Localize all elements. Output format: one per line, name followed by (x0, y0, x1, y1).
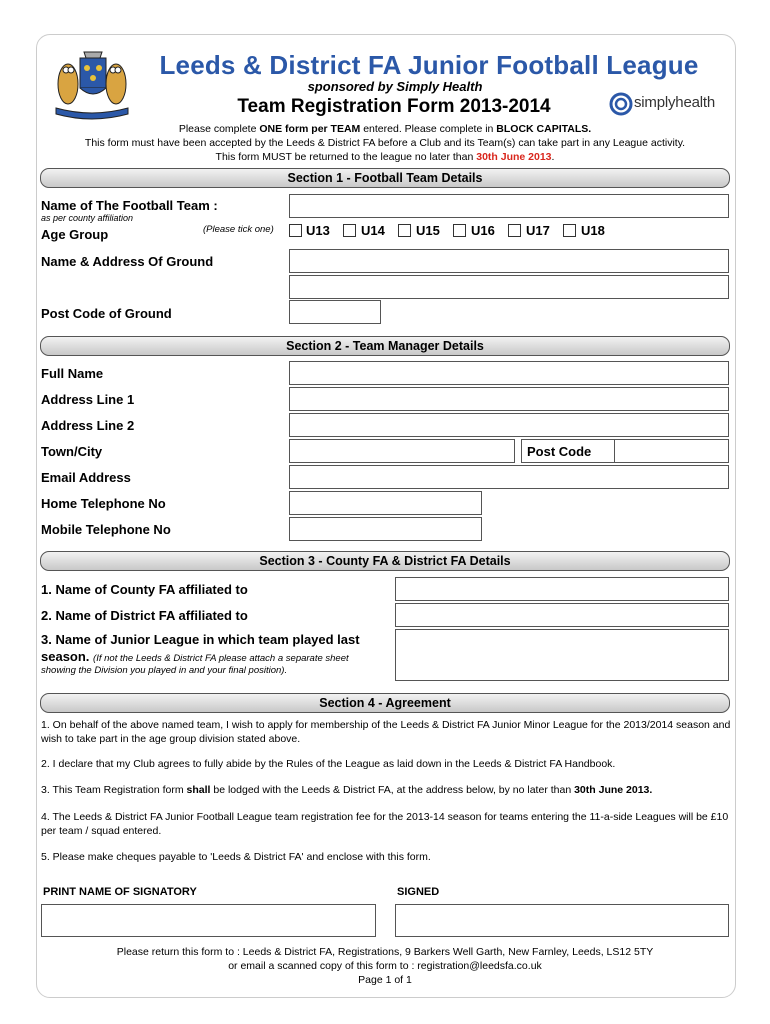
age-u17-label: U17 (526, 223, 550, 238)
district-fa-label: 2. Name of District FA affiliated to (41, 608, 248, 623)
town-label: Town/City (41, 444, 103, 459)
age-group-label: Age Group (41, 227, 109, 242)
age-u16-checkbox[interactable] (453, 224, 466, 237)
age-u13-checkbox[interactable] (289, 224, 302, 237)
home-tel-label: Home Telephone No (41, 496, 166, 511)
town-input[interactable] (289, 439, 515, 463)
ground-label: Name & Address Of Ground (41, 254, 214, 269)
simplyhealth-logo-icon (609, 92, 633, 116)
age-u15-checkbox[interactable] (398, 224, 411, 237)
full-name-input[interactable] (289, 361, 729, 385)
agreement-4: 4. The Leeds & District FA Junior Football League team registration fee for the 2013-14 season for teams entering the 11-a-side Leagues will be £10 per team / squad entered. (41, 811, 729, 837)
agreement-5: 5. Please make cheques payable to 'Leeds & District FA' and enclose with this form. (41, 851, 431, 863)
mobile-tel-input[interactable] (289, 517, 482, 541)
address-2-label: Address Line 2 (41, 418, 135, 433)
section-2-heading: Section 2 - Team Manager Details (40, 336, 730, 356)
instruction-line-3: This form MUST be returned to the league no later than 30th June 2013. (215, 151, 555, 163)
section-1-heading: Section 1 - Football Team Details (40, 168, 730, 188)
ground-postcode-input[interactable] (289, 300, 381, 324)
agreement-2: 2. I declare that my Club agrees to fully abide by the Rules of the League as laid down in the Leeds & District FA Handbook. (41, 758, 616, 770)
county-fa-input[interactable] (395, 577, 729, 601)
address-1-label: Address Line 1 (41, 392, 135, 407)
agreement-3: 3. This Team Registration form shall be lodged with the Leeds & District FA, at the address below, by no later than 30th June 2013. (41, 784, 653, 796)
age-u16-label: U16 (471, 223, 495, 238)
signature-input[interactable] (395, 904, 729, 937)
footer-email: or email a scanned copy of this form to : registration@leedsfa.co.uk (228, 960, 542, 972)
address-1-input[interactable] (289, 387, 729, 411)
form-title: Team Registration Form 2013-2014 (237, 96, 551, 117)
team-name-input[interactable] (289, 194, 729, 218)
manager-postcode-label: Post Code (527, 444, 592, 459)
instruction-line-2: This form must have been accepted by the Leeds & District FA before a Club and its Team(s) can take part in any League activity. (84, 137, 686, 149)
full-name-label: Full Name (41, 366, 104, 381)
age-u14-checkbox[interactable] (343, 224, 356, 237)
age-u14-label: U14 (361, 223, 385, 238)
district-fa-input[interactable] (395, 603, 729, 627)
ground-address-input-1[interactable] (289, 249, 729, 273)
sponsor-line: sponsored by Simply Health (307, 79, 483, 94)
mobile-tel-label: Mobile Telephone No (41, 522, 171, 537)
instruction-line-1: Please complete ONE form per TEAM entered. Please complete in BLOCK CAPITALS. (178, 123, 592, 135)
tick-note: (Please tick one) (203, 224, 274, 235)
home-tel-input[interactable] (289, 491, 482, 515)
age-u13-label: U13 (306, 223, 330, 238)
email-input[interactable] (289, 465, 729, 489)
age-u17-checkbox[interactable] (508, 224, 521, 237)
age-u15-label: U15 (416, 223, 440, 238)
agreement-1: 1. On behalf of the above named team, I wish to apply for membership of the Leeds & District FA Junior Minor League for the 2013/2014 season and wish to take part in the age group division stated above. (41, 719, 731, 745)
footer-address: Please return this form to : Leeds & District FA, Registrations, 9 Barkers Well Garth, New Farnley, Leeds, LS12 5TY (116, 946, 654, 958)
ground-postcode-label: Post Code of Ground (41, 306, 172, 321)
print-name-label: PRINT NAME OF SIGNATORY (43, 886, 197, 898)
section-3-heading: Section 3 - County FA & District FA Details (40, 551, 730, 571)
league-crest-icon (54, 48, 130, 120)
section-4-heading: Section 4 - Agreement (40, 693, 730, 713)
ground-address-input-2[interactable] (289, 275, 729, 299)
page-number: Page 1 of 1 (358, 974, 412, 986)
county-fa-label: 1. Name of County FA affiliated to (41, 582, 248, 597)
age-u18-checkbox[interactable] (563, 224, 576, 237)
signed-label: SIGNED (397, 886, 440, 898)
address-2-input[interactable] (289, 413, 729, 437)
manager-postcode-input[interactable] (614, 439, 729, 463)
email-label: Email Address (41, 470, 131, 485)
junior-league-note: showing the Division you played in and your final position). (41, 665, 288, 676)
junior-league-label: 3. Name of Junior League in which team played last (41, 632, 360, 647)
team-name-label: Name of The Football Team : (41, 198, 218, 213)
team-name-note: as per county affiliation (41, 213, 134, 223)
junior-league-label-2: season. (If not the Leeds & District FA please attach a separate sheet (41, 649, 349, 664)
league-title: Leeds & District FA Junior Football League (159, 50, 699, 80)
simplyhealth-logo-text: simplyhealth (634, 94, 715, 111)
junior-league-input[interactable] (395, 629, 729, 681)
print-name-input[interactable] (41, 904, 376, 937)
age-u18-label: U18 (581, 223, 605, 238)
